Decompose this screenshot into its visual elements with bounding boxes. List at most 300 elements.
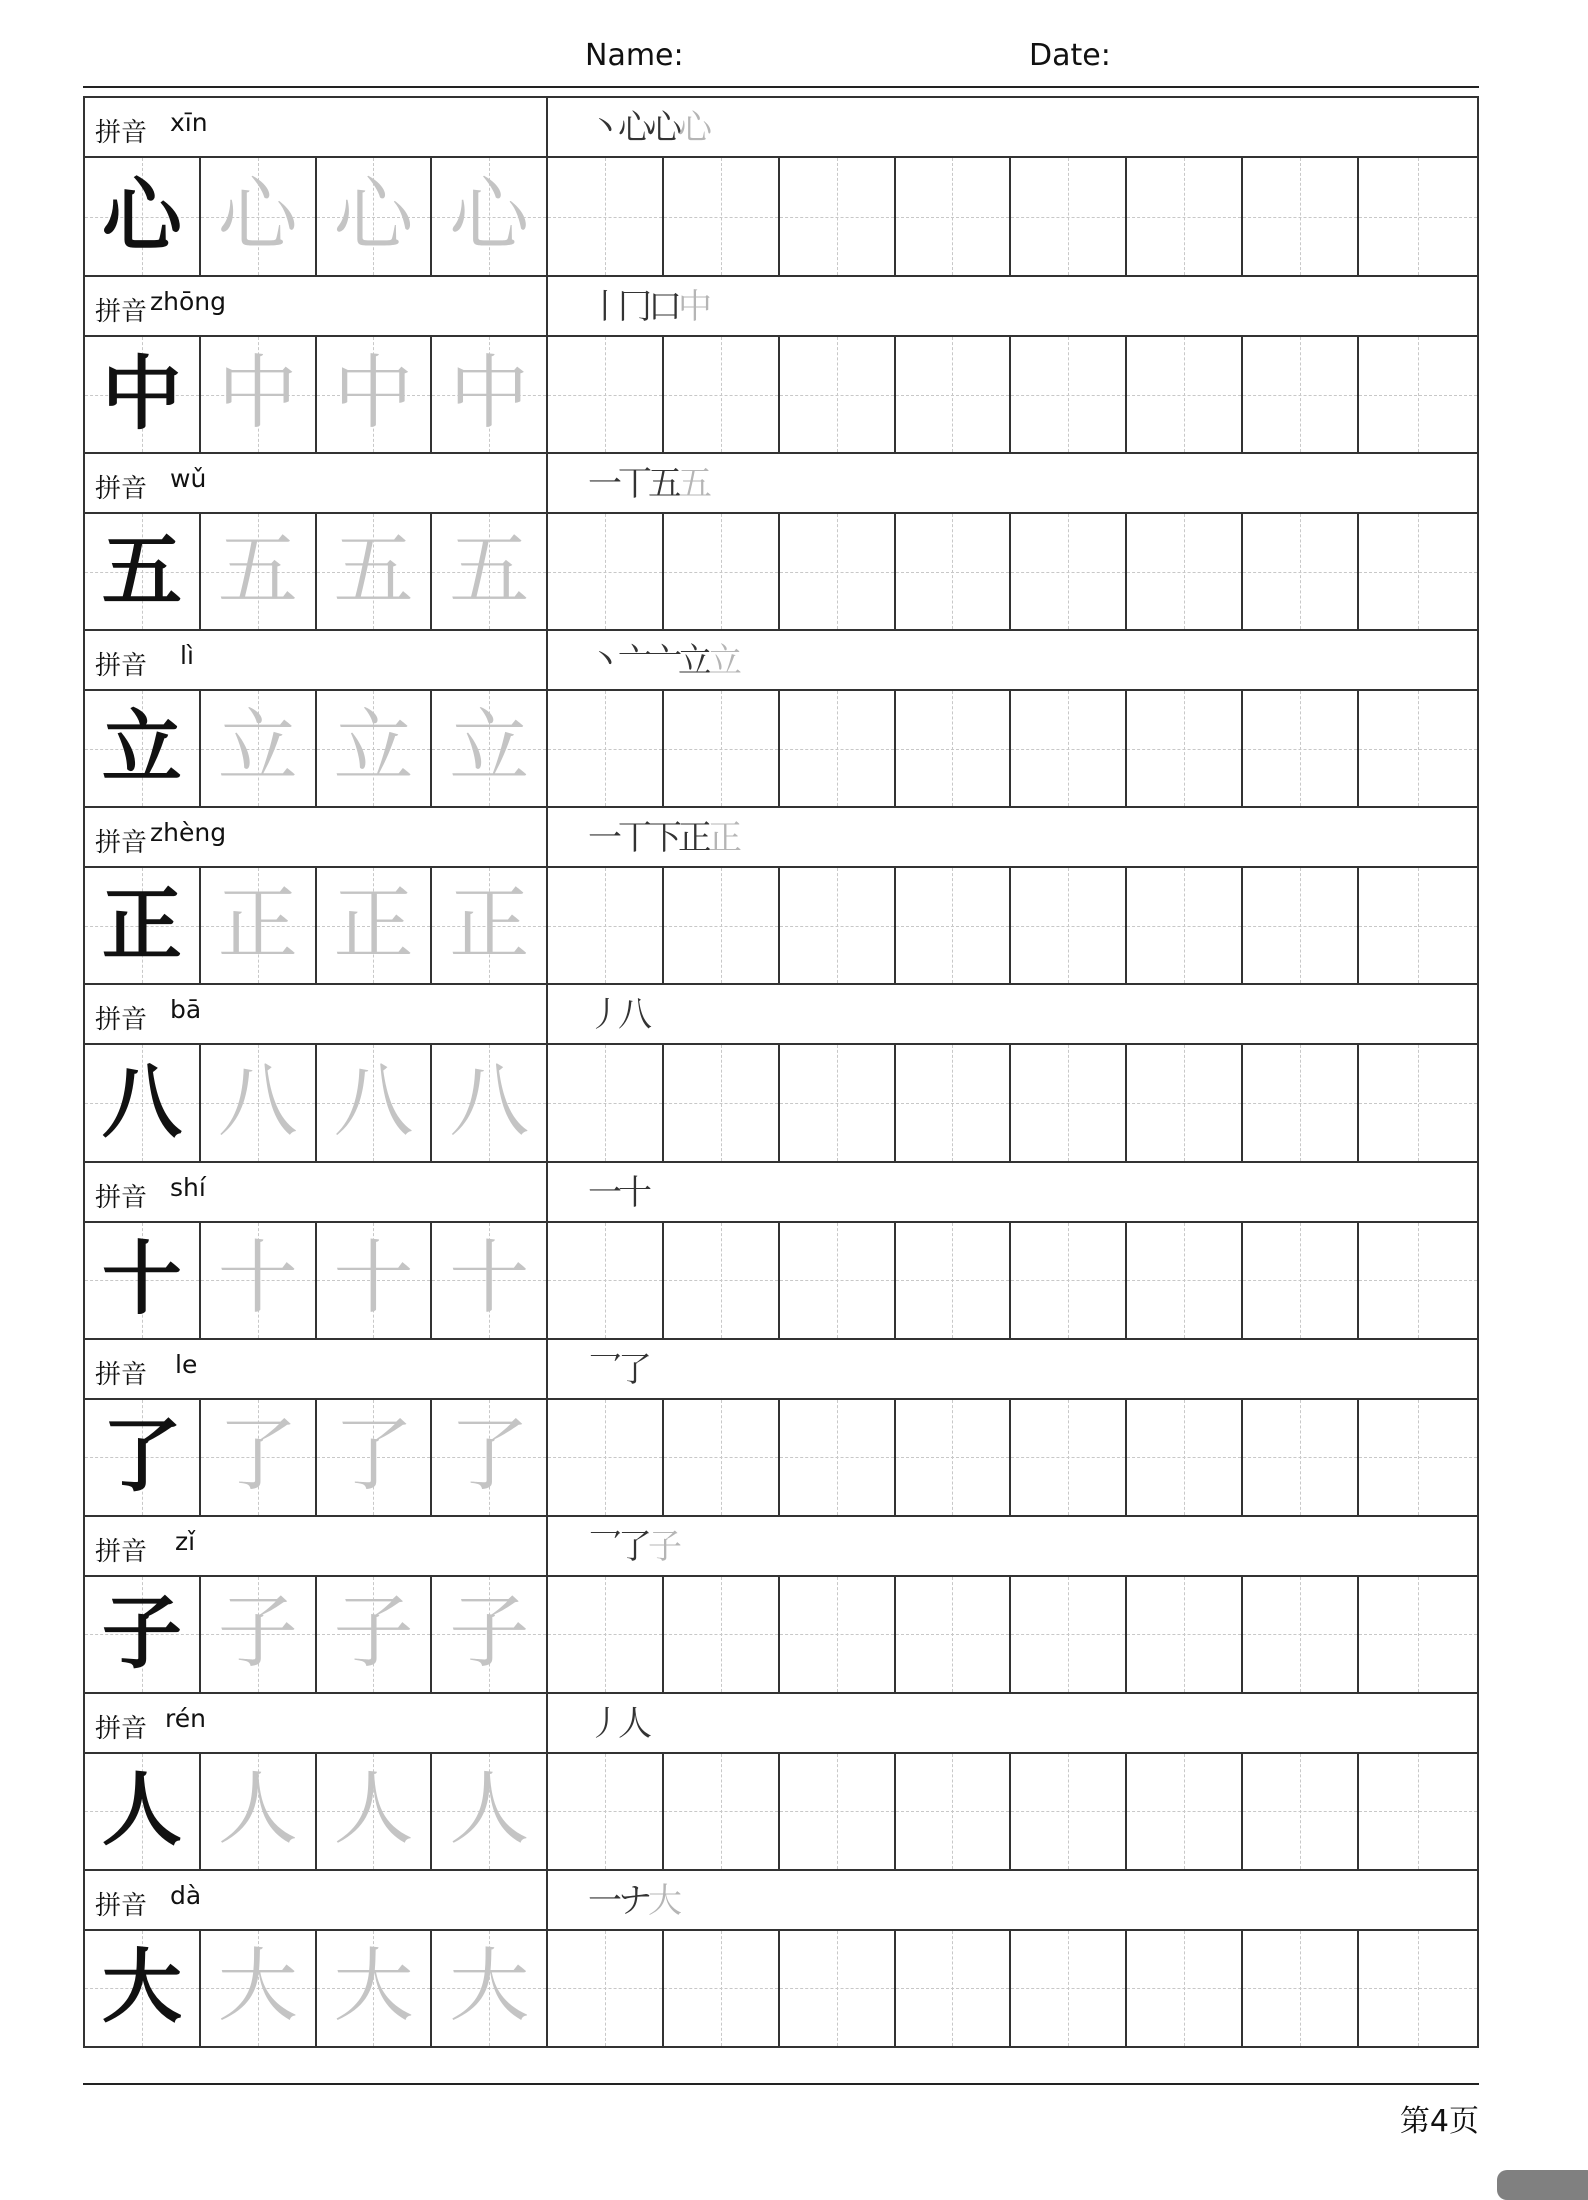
writing-practice-cell[interactable]: [1359, 1754, 1477, 1869]
pinyin-cell: [85, 985, 548, 1043]
trace-character-cell: [201, 158, 317, 275]
trace-character: 五: [217, 523, 298, 617]
stroke-step: 子: [648, 1526, 678, 1567]
trace-character-cell: [201, 337, 317, 452]
page-number: 第4页: [1399, 2104, 1479, 2139]
trace-character-cell: [201, 1931, 317, 2046]
stroke-order-cell: [548, 808, 1477, 866]
character-info-row: [85, 808, 1477, 868]
practice-sheet: [83, 96, 1479, 2048]
stroke-order: [588, 993, 648, 1037]
writing-practice-cell[interactable]: [1243, 1045, 1359, 1160]
writing-practice-cell[interactable]: [1243, 1400, 1359, 1515]
stroke-step: 人: [618, 1703, 648, 1744]
writing-practice-cell[interactable]: [1011, 691, 1127, 806]
model-character: 子: [101, 1585, 182, 1680]
pinyin-value: le: [175, 1349, 198, 1379]
practice-grid-row: [85, 1400, 1477, 1515]
worksheet-header: [0, 0, 1588, 90]
pinyin-cell: [85, 1340, 548, 1398]
model-character-cell: [85, 1400, 201, 1515]
writing-practice-cell[interactable]: [664, 1045, 780, 1160]
character-info-row: [85, 98, 1477, 158]
writing-practice-cell[interactable]: [548, 1754, 664, 1869]
writing-practice-cell[interactable]: [896, 1754, 1012, 1869]
character-block: [85, 629, 1477, 806]
writing-practice-cell[interactable]: [664, 1931, 780, 2046]
pinyin-value: dà: [170, 1880, 202, 1910]
trace-character: 正: [333, 877, 414, 971]
practice-grid-row: [85, 158, 1477, 275]
pinyin-tag: 拼音: [95, 651, 148, 682]
writing-practice-cell[interactable]: [548, 337, 664, 452]
writing-practice-cell[interactable]: [1127, 1577, 1243, 1692]
practice-grid-row: [85, 1223, 1477, 1338]
trace-character-cell: [201, 1400, 317, 1515]
trace-character: 了: [217, 1408, 298, 1502]
stroke-step: 中: [678, 287, 708, 328]
character-info-row: [85, 277, 1477, 337]
trace-character: 子: [449, 1585, 530, 1679]
writing-practice-cell[interactable]: [1243, 1577, 1359, 1692]
writing-practice-cell[interactable]: [1243, 1754, 1359, 1869]
trace-character: 十: [333, 1231, 414, 1325]
trace-character: 正: [217, 877, 298, 971]
stroke-order: [588, 1879, 678, 1923]
trace-character-cell: [317, 1045, 433, 1160]
trace-character-cell: [201, 1223, 317, 1338]
trace-character-cell: [432, 1931, 548, 2046]
pinyin-tag: 拼音: [95, 1536, 148, 1567]
stroke-step: 乛: [588, 1526, 618, 1567]
stroke-step: 下: [648, 818, 678, 859]
stroke-order: [588, 1702, 648, 1746]
stroke-step: 了: [618, 1349, 648, 1390]
pinyin-cell: [85, 631, 548, 689]
model-character: 十: [101, 1231, 182, 1326]
pinyin-value: zhèng: [150, 818, 227, 848]
trace-character: 大: [217, 1939, 298, 2033]
trace-character-cell: [317, 1223, 433, 1338]
trace-character-cell: [201, 1045, 317, 1160]
model-character: 八: [101, 1054, 182, 1149]
pinyin-value: wǔ: [170, 464, 207, 494]
trace-character-cell: [317, 1577, 433, 1692]
practice-grid-row: [85, 1754, 1477, 1869]
trace-character: 人: [333, 1762, 414, 1856]
stroke-order: [588, 106, 708, 150]
writing-practice-cell[interactable]: [548, 1045, 664, 1160]
pinyin-tag: 拼音: [95, 297, 148, 328]
pinyin-tag: 拼音: [95, 1890, 148, 1921]
writing-practice-cell[interactable]: [1359, 1400, 1477, 1515]
trace-character-cell: [432, 1754, 548, 1869]
character-info-row: [85, 454, 1477, 514]
writing-practice-cell[interactable]: [780, 1400, 896, 1515]
stroke-order-cell: [548, 1340, 1477, 1398]
writing-practice-cell[interactable]: [1011, 337, 1127, 452]
pinyin-value: zhōng: [150, 287, 226, 317]
writing-practice-cell[interactable]: [1011, 158, 1127, 275]
model-character-cell: [85, 1754, 201, 1869]
writing-practice-cell[interactable]: [1359, 691, 1477, 806]
pinyin-value: xīn: [170, 108, 208, 137]
writing-practice-cell[interactable]: [1127, 868, 1243, 983]
trace-character: 十: [449, 1231, 530, 1325]
writing-practice-cell[interactable]: [896, 514, 1012, 629]
stroke-order-cell: [548, 454, 1477, 512]
pinyin-cell: [85, 1694, 548, 1752]
character-block: [85, 452, 1477, 629]
stroke-step: 正: [678, 818, 708, 859]
writing-practice-cell[interactable]: [664, 691, 780, 806]
pinyin-value: rén: [165, 1703, 206, 1733]
writing-practice-cell[interactable]: [1359, 1577, 1477, 1692]
trace-character-cell: [432, 1223, 548, 1338]
practice-grid-row: [85, 1931, 1477, 2046]
pinyin-value: lì: [180, 641, 194, 671]
stroke-step: 丿: [588, 995, 618, 1036]
stroke-step: 心: [648, 108, 678, 148]
name-label: Name:: [585, 38, 684, 73]
writing-practice-cell[interactable]: [664, 868, 780, 983]
writing-practice-cell[interactable]: [780, 158, 896, 275]
stroke-order-cell: [548, 277, 1477, 335]
stroke-order: [588, 816, 738, 860]
trace-character-cell: [317, 1754, 433, 1869]
stroke-step: 五: [648, 464, 678, 505]
stroke-order: [588, 639, 738, 683]
character-info-row: [85, 631, 1477, 691]
model-character: 人: [101, 1762, 182, 1857]
trace-character: 子: [217, 1585, 298, 1679]
trace-character: 中: [449, 346, 530, 440]
writing-practice-cell[interactable]: [548, 1931, 664, 2046]
trace-character-cell: [201, 514, 317, 629]
trace-character: 八: [449, 1054, 530, 1148]
trace-character-cell: [317, 868, 433, 983]
writing-practice-cell[interactable]: [896, 1577, 1012, 1692]
writing-practice-cell[interactable]: [780, 1931, 896, 2046]
character-info-row: [85, 1871, 1477, 1931]
character-block: [85, 806, 1477, 983]
model-character-cell: [85, 158, 201, 275]
writing-practice-cell[interactable]: [1243, 868, 1359, 983]
pinyin-cell: [85, 277, 548, 335]
model-character-cell: [85, 1045, 201, 1160]
character-info-row: [85, 985, 1477, 1045]
writing-practice-cell[interactable]: [1011, 1400, 1127, 1515]
character-info-row: [85, 1517, 1477, 1577]
trace-character-cell: [432, 158, 548, 275]
pinyin-value: shí: [170, 1172, 206, 1202]
character-info-row: [85, 1694, 1477, 1754]
writing-practice-cell[interactable]: [1359, 158, 1477, 275]
stroke-step: 大: [648, 1880, 678, 1921]
writing-practice-cell[interactable]: [1359, 514, 1477, 629]
stroke-order-cell: [548, 1694, 1477, 1752]
character-block: [85, 1692, 1477, 1869]
trace-character: 心: [449, 167, 530, 261]
character-info-row: [85, 1163, 1477, 1223]
writing-practice-cell[interactable]: [1127, 337, 1243, 452]
writing-practice-cell[interactable]: [1243, 158, 1359, 275]
trace-character: 立: [217, 700, 298, 794]
stroke-step: 冂: [618, 287, 648, 328]
writing-practice-cell[interactable]: [780, 1045, 896, 1160]
pinyin-tag: 拼音: [95, 1005, 148, 1036]
model-character: 心: [101, 167, 182, 262]
stroke-step: 立: [708, 641, 738, 682]
stroke-order: [588, 462, 708, 506]
writing-practice-cell[interactable]: [1243, 514, 1359, 629]
trace-character: 八: [333, 1054, 414, 1148]
stroke-step: 心: [678, 108, 708, 148]
character-block: [85, 1515, 1477, 1692]
stroke-step: 一: [588, 1880, 618, 1921]
stroke-order-cell: [548, 1163, 1477, 1221]
stroke-step: 立: [678, 641, 708, 682]
stroke-step: 八: [618, 995, 648, 1036]
trace-character-cell: [317, 1400, 433, 1515]
writing-practice-cell[interactable]: [664, 1223, 780, 1338]
pinyin-tag: 拼音: [95, 1359, 148, 1390]
stroke-step: 口: [648, 287, 678, 328]
character-block: [85, 1869, 1477, 2046]
writing-practice-cell[interactable]: [664, 337, 780, 452]
stroke-order: [588, 285, 708, 329]
model-character-cell: [85, 514, 201, 629]
pinyin-tag: 拼音: [95, 474, 148, 505]
trace-character: 人: [217, 1762, 298, 1856]
pinyin-tag: 拼音: [95, 828, 148, 859]
writing-practice-cell[interactable]: [548, 868, 664, 983]
writing-practice-cell[interactable]: [1127, 1223, 1243, 1338]
date-label: Date:: [1029, 38, 1111, 73]
stroke-order: [588, 1525, 678, 1569]
trace-character-cell: [432, 337, 548, 452]
trace-character: 了: [449, 1408, 530, 1502]
model-character: 立: [101, 700, 182, 795]
stroke-step: 正: [708, 818, 738, 859]
trace-character: 心: [217, 167, 298, 261]
practice-grid-row: [85, 691, 1477, 806]
writing-practice-cell[interactable]: [896, 1045, 1012, 1160]
writing-practice-cell[interactable]: [896, 337, 1012, 452]
stroke-step: 丅: [618, 818, 648, 859]
trace-character: 正: [449, 877, 530, 971]
stroke-order-cell: [548, 631, 1477, 689]
stroke-step: 一: [588, 464, 618, 505]
practice-grid-row: [85, 1577, 1477, 1692]
practice-grid-row: [85, 514, 1477, 629]
model-character: 中: [101, 346, 182, 441]
writing-practice-cell[interactable]: [896, 1400, 1012, 1515]
writing-practice-cell[interactable]: [1127, 1400, 1243, 1515]
character-block: [85, 275, 1477, 452]
model-character: 五: [101, 523, 182, 618]
stroke-step: 丶: [588, 641, 618, 682]
character-info-row: [85, 1340, 1477, 1400]
pinyin-cell: [85, 808, 548, 866]
trace-character-cell: [317, 514, 433, 629]
stroke-step: ナ: [618, 1880, 648, 1921]
footer-rule: [83, 2083, 1479, 2085]
pinyin-cell: [85, 1517, 548, 1575]
trace-character-cell: [432, 691, 548, 806]
writing-practice-cell[interactable]: [1011, 1223, 1127, 1338]
stroke-step: 心: [618, 108, 648, 148]
writing-practice-cell[interactable]: [1011, 1931, 1127, 2046]
writing-practice-cell[interactable]: [896, 1931, 1012, 2046]
trace-character: 大: [449, 1939, 530, 2033]
pinyin-tag: 拼音: [95, 1713, 148, 1744]
writing-practice-cell[interactable]: [780, 514, 896, 629]
trace-character-cell: [432, 514, 548, 629]
writing-practice-cell[interactable]: [1127, 158, 1243, 275]
trace-character: 中: [217, 346, 298, 440]
stroke-order-cell: [548, 1517, 1477, 1575]
trace-character-cell: [432, 1045, 548, 1160]
model-character: 了: [101, 1408, 182, 1503]
writing-practice-cell[interactable]: [548, 1223, 664, 1338]
trace-character-cell: [201, 868, 317, 983]
writing-practice-cell[interactable]: [1011, 514, 1127, 629]
writing-practice-cell[interactable]: [1127, 1045, 1243, 1160]
character-block: [85, 98, 1477, 275]
model-character-cell: [85, 691, 201, 806]
writing-practice-cell[interactable]: [780, 337, 896, 452]
trace-character-cell: [201, 1577, 317, 1692]
writing-practice-cell[interactable]: [1127, 1754, 1243, 1869]
pinyin-tag: 拼音: [95, 118, 148, 148]
practice-grid-row: [85, 1045, 1477, 1160]
trace-character: 人: [449, 1762, 530, 1856]
writing-practice-cell[interactable]: [1359, 1931, 1477, 2046]
writing-practice-cell[interactable]: [1011, 1045, 1127, 1160]
writing-practice-cell[interactable]: [1359, 1223, 1477, 1338]
writing-practice-cell[interactable]: [548, 1577, 664, 1692]
model-character-cell: [85, 1577, 201, 1692]
writing-practice-cell[interactable]: [548, 514, 664, 629]
model-character-cell: [85, 1223, 201, 1338]
model-character: 正: [101, 877, 182, 972]
writing-practice-cell[interactable]: [896, 868, 1012, 983]
writing-practice-cell[interactable]: [1127, 691, 1243, 806]
stroke-step: 丶: [588, 108, 618, 148]
writing-practice-cell[interactable]: [1127, 514, 1243, 629]
writing-practice-cell[interactable]: [780, 1223, 896, 1338]
writing-practice-cell[interactable]: [896, 158, 1012, 275]
trace-character-cell: [201, 691, 317, 806]
stroke-step: 乛: [588, 1349, 618, 1390]
writing-practice-cell[interactable]: [1359, 337, 1477, 452]
writing-practice-cell[interactable]: [780, 1577, 896, 1692]
stroke-step: 五: [678, 464, 708, 505]
trace-character-cell: [317, 158, 433, 275]
stroke-step: 丅: [618, 464, 648, 505]
trace-character-cell: [317, 691, 433, 806]
writing-practice-cell[interactable]: [548, 158, 664, 275]
writing-practice-cell[interactable]: [664, 1577, 780, 1692]
writing-practice-cell[interactable]: [664, 158, 780, 275]
writing-practice-cell[interactable]: [1243, 337, 1359, 452]
writing-practice-cell[interactable]: [548, 1400, 664, 1515]
stroke-order-cell: [548, 985, 1477, 1043]
model-character: 大: [101, 1939, 182, 2034]
writing-practice-cell[interactable]: [1011, 868, 1127, 983]
stroke-step: 丨: [588, 287, 618, 328]
pinyin-cell: [85, 1871, 548, 1929]
trace-character: 立: [449, 700, 530, 794]
stroke-step: 一: [588, 1172, 618, 1213]
writing-practice-cell[interactable]: [1359, 868, 1477, 983]
trace-character: 中: [333, 346, 414, 440]
writing-practice-cell[interactable]: [896, 1223, 1012, 1338]
stroke-step: 一: [588, 818, 618, 859]
trace-character: 大: [333, 1939, 414, 2033]
trace-character: 心: [333, 167, 414, 261]
stroke-step: 亠: [618, 641, 648, 682]
writing-practice-cell[interactable]: [1243, 691, 1359, 806]
writing-practice-cell[interactable]: [780, 691, 896, 806]
writing-practice-cell[interactable]: [1243, 1931, 1359, 2046]
writing-practice-cell[interactable]: [780, 868, 896, 983]
writing-practice-cell[interactable]: [1243, 1223, 1359, 1338]
writing-practice-cell[interactable]: [1127, 1931, 1243, 2046]
trace-character-cell: [432, 1577, 548, 1692]
scroll-handle[interactable]: [1497, 2170, 1588, 2200]
writing-practice-cell[interactable]: [780, 1754, 896, 1869]
stroke-order-cell: [548, 98, 1477, 156]
model-character-cell: [85, 868, 201, 983]
pinyin-value: bā: [170, 995, 202, 1025]
practice-grid-row: [85, 868, 1477, 983]
trace-character-cell: [432, 1400, 548, 1515]
writing-practice-cell[interactable]: [548, 691, 664, 806]
trace-character-cell: [317, 1931, 433, 2046]
stroke-order-cell: [548, 1871, 1477, 1929]
writing-practice-cell[interactable]: [1011, 1754, 1127, 1869]
trace-character: 五: [333, 523, 414, 617]
trace-character-cell: [201, 1754, 317, 1869]
trace-character: 五: [449, 523, 530, 617]
pinyin-cell: [85, 98, 548, 156]
trace-character: 立: [333, 700, 414, 794]
writing-practice-cell[interactable]: [664, 514, 780, 629]
stroke-step: 亠: [648, 641, 678, 682]
model-character-cell: [85, 337, 201, 452]
writing-practice-cell[interactable]: [664, 1754, 780, 1869]
trace-character: 八: [217, 1054, 298, 1148]
trace-character: 了: [333, 1408, 414, 1502]
character-block: [85, 983, 1477, 1160]
writing-practice-cell[interactable]: [896, 691, 1012, 806]
stroke-step: 丿: [588, 1703, 618, 1744]
trace-character-cell: [317, 337, 433, 452]
writing-practice-cell[interactable]: [1359, 1045, 1477, 1160]
trace-character: 十: [217, 1231, 298, 1325]
pinyin-tag: 拼音: [95, 1182, 148, 1213]
pinyin-value: zǐ: [175, 1526, 196, 1556]
writing-practice-cell[interactable]: [1011, 1577, 1127, 1692]
header-rule: [83, 86, 1479, 88]
trace-character: 子: [333, 1585, 414, 1679]
stroke-order: [588, 1348, 648, 1392]
pinyin-cell: [85, 1163, 548, 1221]
stroke-step: 十: [618, 1172, 648, 1213]
writing-practice-cell[interactable]: [664, 1400, 780, 1515]
